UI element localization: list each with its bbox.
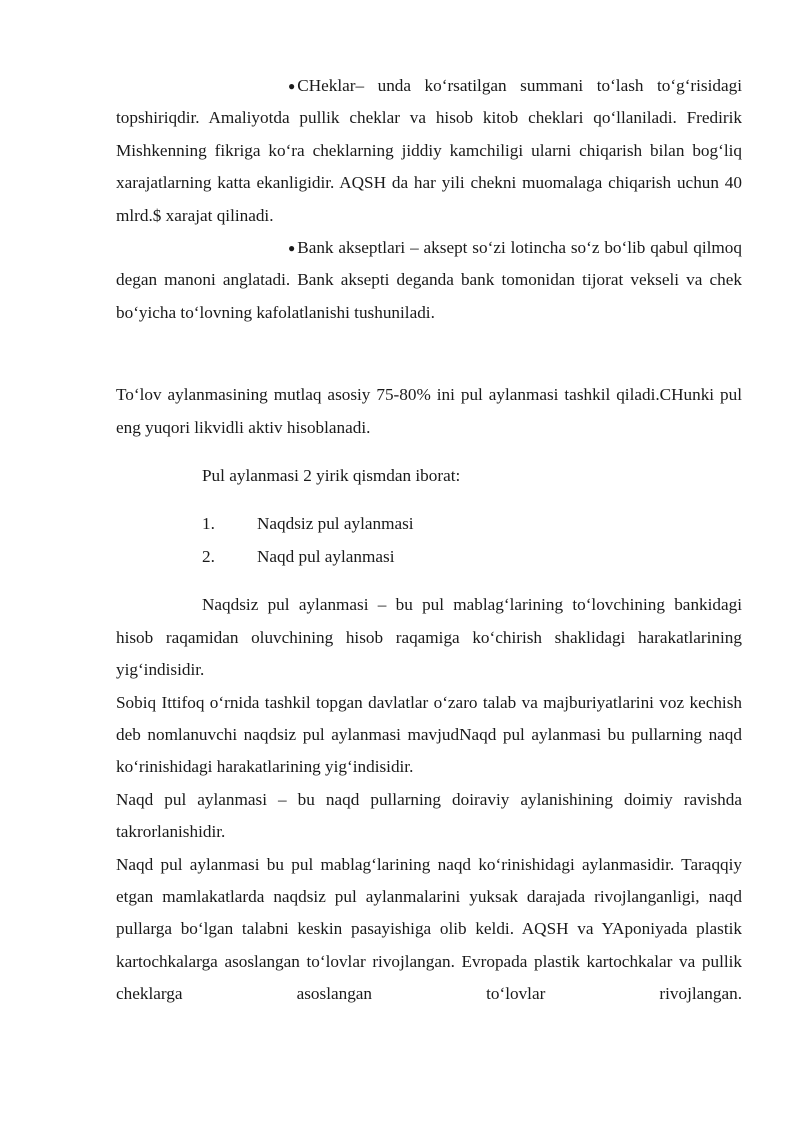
document-page bbox=[116, 70, 742, 1011]
list-item-number: 2. bbox=[202, 546, 215, 566]
list-item bbox=[116, 508, 742, 540]
paragraph-cash-definition-developed: Naqd pul aylanmasi bu pul mablag‘larining naqd ko‘rinishidagi aylanmasidir. Taraqqiy etgan mamlakatlarda naqdsiz pul aylanmalarini yuksak darajada rivojlanganligi, naqd pullarga bo‘lgan talabni keskin pasayishiga olib keldi. AQSH va YAponiyada plastik kartochkalarga asoslangan to‘lovlar rivojlangan. Evropada plastik kartochkalar va pullik cheklarga asoslangan to‘lovlar rivojlangan. bbox=[116, 854, 742, 1004]
list-item-number: 1. bbox=[202, 514, 215, 534]
list-item bbox=[116, 541, 742, 573]
numbered-list bbox=[116, 508, 742, 573]
bullet-paragraph-bank-acceptances bbox=[116, 232, 742, 329]
spacer bbox=[116, 329, 742, 379]
bullet-dot-icon: ● bbox=[288, 79, 296, 93]
paragraph-two-parts: Pul aylanmasi 2 yirik qismdan iborat: bbox=[202, 466, 461, 486]
spacer bbox=[116, 573, 742, 589]
bullet-text-bank-acceptances: Bank akseptlari – aksept so‘zi lotincha so‘z bo‘lib qabul qilmoq degan manoni anglatadi. Bank aksepti deganda bank tomonidan tijorat vekseli va chek bo‘yicha to‘lovning kafolatlanishi tushuniladi. bbox=[116, 238, 742, 322]
list-item-label: Naqd pul aylanmasi bbox=[257, 546, 395, 566]
spacer bbox=[116, 492, 742, 508]
spacer bbox=[116, 444, 742, 460]
bullet-text-cheques: CHeklar– unda ko‘rsatilgan summani to‘lash to‘g‘risidagi topshiriqdir. Amaliyotda pullik cheklar va hisob kitob cheklari qo‘llaniladi. Fredirik Mishkenning fikriga ko‘ra cheklarning jiddiy kamchiligi ularni chiqarish bilan bog‘liq xarajatlarning katta ekanligidir. AQSH da har yili chekni muomalaga chiqarish uchun 40 mlrd.$ xarajat qilinadi. bbox=[116, 76, 742, 225]
list-item-label: Naqdsiz pul aylanmasi bbox=[257, 514, 414, 534]
bullet-paragraph-cheques bbox=[116, 70, 742, 232]
paragraph-cash-cycle: Naqd pul aylanmasi – bu naqd pullarning doiraviy aylanishining doimiy ravishda takrorlanishidir. bbox=[116, 789, 742, 842]
bullet-dot-icon: ● bbox=[288, 241, 296, 256]
paragraph-former-ussr: Sobiq Ittifoq o‘rnida tashkil topgan davlatlar o‘zaro talab va majburiyatlarini voz kechish deb nomlanuvchi naqdsiz pul aylanmasi mavjudNaqd pul aylanmasi bu pullarning naqd ko‘rinishidagi harakatlarining yig‘indisidir. bbox=[116, 692, 742, 777]
paragraph-noncash-definition: Naqdsiz pul aylanmasi – bu pul mablag‘larining to‘lovchining bankidagi hisob raqamidan oluvchining hisob raqamiga ko‘chirish shaklidagi harakatlarining yig‘indisidir. bbox=[116, 595, 742, 680]
paragraph-turnover-share: To‘lov aylanmasining mutlaq asosiy 75-80% ini pul aylanmasi tashkil qiladi.CHunki pul eng yuqori likvidli aktiv hisoblanadi. bbox=[116, 385, 742, 437]
